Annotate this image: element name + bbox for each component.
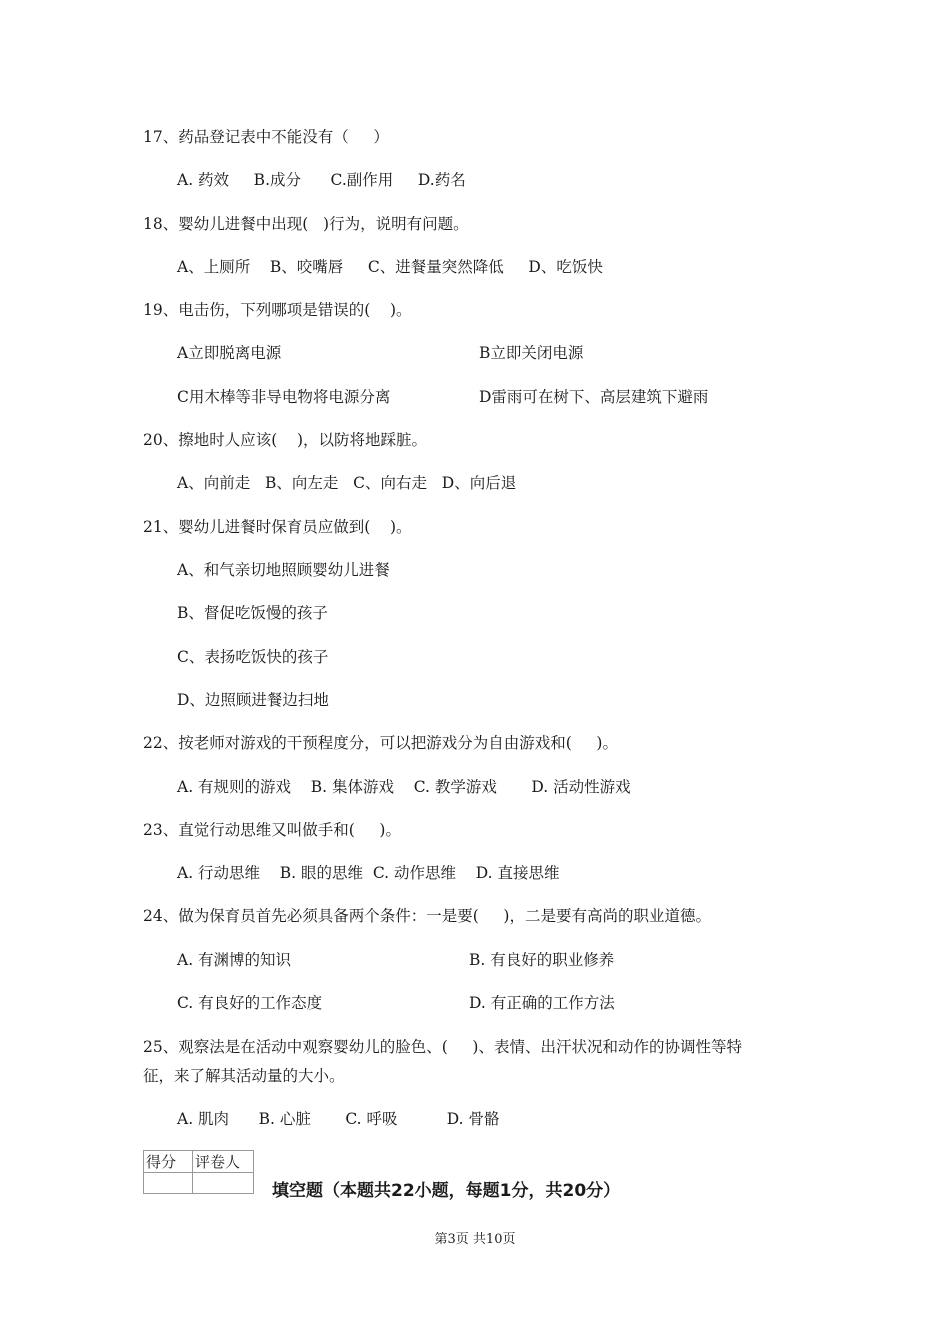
q21-option-d: D、边照顾进餐边扫地 bbox=[177, 691, 329, 709]
q19-option-d: D雷雨可在树下、高层建筑下避雨 bbox=[479, 388, 709, 406]
q18-stem: 18、婴幼儿进餐中出现( )行为，说明有问题。 bbox=[143, 215, 469, 233]
grader-cell bbox=[193, 1173, 254, 1194]
q19-option-a: A立即脱离电源 bbox=[177, 344, 282, 362]
q24-option-d: D. 有正确的工作方法 bbox=[469, 994, 615, 1012]
q17-stem: 17、药品登记表中不能没有（ ） bbox=[143, 128, 389, 146]
q21-option-c: C、表扬吃饭快的孩子 bbox=[177, 648, 329, 666]
score-cell bbox=[144, 1173, 193, 1194]
q17-options: A. 药效 B.成分 C.副作用 D.药名 bbox=[177, 171, 466, 189]
q23-stem: 23、直觉行动思维又叫做手和( )。 bbox=[143, 821, 401, 839]
q24-stem: 24、做为保育员首先必须具备两个条件：一是要( )，二是要有高尚的职业道德。 bbox=[143, 907, 711, 925]
q22-options: A. 有规则的游戏 B. 集体游戏 C. 教学游戏 D. 活动性游戏 bbox=[177, 778, 631, 796]
q19-option-c: C用木棒等非导电物将电源分离 bbox=[177, 388, 391, 406]
q25-stem-line1: 25、观察法是在活动中观察婴幼儿的脸色、( )、表情、出汗状况和动作的协调性等特 bbox=[143, 1038, 742, 1056]
grader-header: 评卷人 bbox=[193, 1151, 254, 1173]
q19-option-b: B立即关闭电源 bbox=[479, 344, 584, 362]
q25-stem-line2: 征，来了解其活动量的大小。 bbox=[143, 1067, 345, 1085]
score-table bbox=[143, 1150, 254, 1194]
q20-options: A、向前走 B、向左走 C、向右走 D、向后退 bbox=[177, 474, 517, 492]
score-header: 得分 bbox=[144, 1151, 193, 1173]
q21-option-b: B、督促吃饭慢的孩子 bbox=[177, 604, 328, 622]
q24-option-a: A. 有渊博的知识 bbox=[177, 951, 292, 969]
section-title: 填空题（本题共22小题，每题1分，共20分） bbox=[272, 1181, 621, 1201]
page-footer: 第3页 共10页 bbox=[434, 1232, 516, 1247]
q18-options: A、上厕所 B、咬嘴唇 C、进餐量突然降低 D、吃饭快 bbox=[177, 258, 603, 276]
q24-option-b: B. 有良好的职业修养 bbox=[469, 951, 615, 969]
q21-option-a: A、和气亲切地照顾婴幼儿进餐 bbox=[177, 561, 390, 579]
q23-options: A. 行动思维 B. 眼的思维 C. 动作思维 D. 直接思维 bbox=[177, 864, 560, 882]
q22-stem: 22、按老师对游戏的干预程度分，可以把游戏分为自由游戏和( )。 bbox=[143, 734, 618, 752]
q19-stem: 19、电击伤，下列哪项是错误的( )。 bbox=[143, 301, 412, 319]
q24-option-c: C. 有良好的工作态度 bbox=[177, 994, 323, 1012]
q21-stem: 21、婴幼儿进餐时保育员应做到( )。 bbox=[143, 518, 412, 536]
q20-stem: 20、擦地时人应该( )，以防将地踩脏。 bbox=[143, 431, 428, 449]
q25-options: A. 肌肉 B. 心脏 C. 呼吸 D. 骨骼 bbox=[177, 1110, 500, 1128]
